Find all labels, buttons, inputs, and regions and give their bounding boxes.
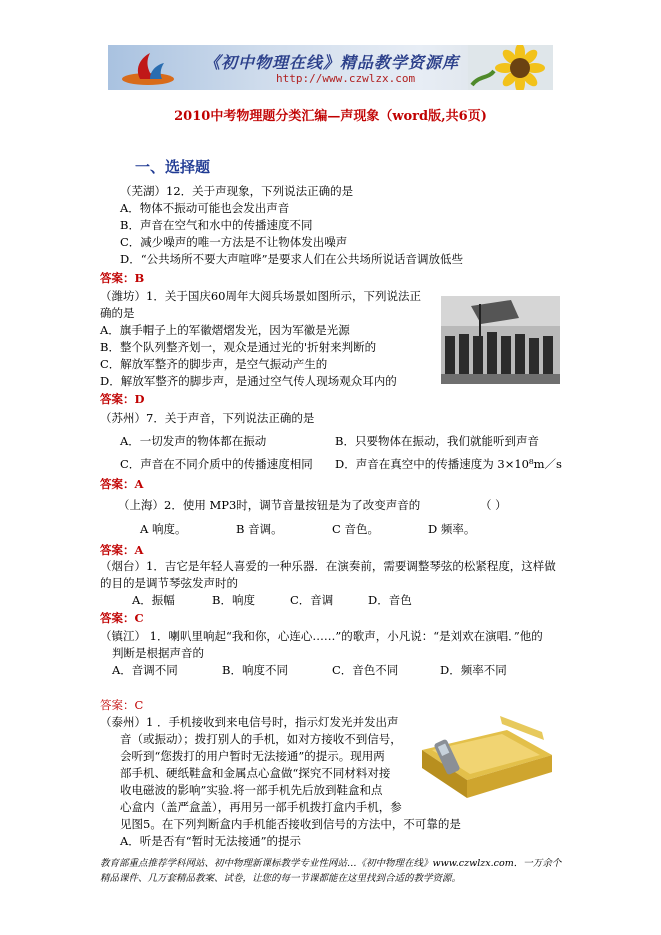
question-option: C．解放军整齐的脚步声，是空气振动产生的 <box>100 357 328 371</box>
banner-title: 《初中物理在线》精品教学资源库 <box>204 53 460 72</box>
question-stem: 收电磁波的影响”实验.将一部手机先后放到鞋盒和点 <box>120 783 383 797</box>
question-stem: （芜湖）12．关于声现象，下列说法正确的是 <box>120 184 354 198</box>
question-stem: （镇江） 1．喇叭里响起“我和你，心连心……”的歌声，小凡说：“是刘欢在演唱．”他的 <box>100 629 543 643</box>
sunflower-icon <box>468 45 553 90</box>
question-option: A．音调不同 <box>112 663 178 677</box>
question-option: D．解放军整齐的脚步声，是通过空气传人现场观众耳内的 <box>100 374 397 388</box>
military-parade-photo <box>441 296 560 384</box>
question-option: C．减少噪声的唯一方法是不让物体发出噪声 <box>120 235 348 249</box>
question-option: A．听是否有“暂时无法接通”的提示 <box>120 834 302 848</box>
question-option: C 音色。 <box>332 522 379 536</box>
answer-blank: （ ） <box>480 498 507 512</box>
question-stem: 心盒内（盖严盒盖），再用另一部手机拨打盒内手机，参 <box>120 800 402 814</box>
question-stem: （上海）2．使用 MP3时，调节音量按钮是为了改变声音的 <box>118 498 421 512</box>
question-option: B．响度不同 <box>222 663 288 677</box>
question-option: D．“公共场所不要大声喧哗”是要求人们在公共场所说话音调放低些 <box>120 252 463 266</box>
header-banner <box>108 45 553 90</box>
question-stem: 会听到“您拨打的用户暂时无法接通”的提示。现用两 <box>120 749 385 763</box>
question-option: A．一切发声的物体都在振动 <box>120 434 267 448</box>
question-stem: （烟台）1．吉它是年轻人喜爱的一种乐器．在演奏前，需要调整琴弦的松紧程度，这样做 <box>100 559 556 573</box>
question-option: A．物体不振动可能也会发出声音 <box>120 201 290 215</box>
question-option: A．旗手帽子上的军徽熠熠发光，因为军徽是光源 <box>100 323 350 337</box>
question-stem: 音（或振动）；拨打别人的手机，如对方接收不到信号， <box>120 732 402 746</box>
question-stem: （苏州）7．关于声音，下列说法正确的是 <box>100 411 315 425</box>
question-option: D．频率不同 <box>440 663 507 677</box>
question-option: B．整个队列整齐划一，观众是通过光的'折射来判断的 <box>100 340 377 354</box>
question-stem: 的目的是调节琴弦发声时的 <box>100 576 238 590</box>
document-title: 2010中考物理题分类汇编—声现象（word版,共6页) <box>174 109 487 124</box>
question-stem: 确的是 <box>100 306 135 320</box>
question-option: C．音色不同 <box>332 663 399 677</box>
site-logo-icon <box>120 49 176 87</box>
question-option: D．音色 <box>368 593 412 607</box>
page-footer: 教育部重点推荐学科网站、初中物理新课标教学专业性网站…《初中物理在线》www.czwlzx.com．一万余个精品课件、几万套精品教案、试卷，让您的每一节课都能在这里找到合适的教学资源。 <box>100 858 562 884</box>
gold-box-with-phone-photo <box>412 710 557 803</box>
answer-label: 答案：A <box>100 477 144 491</box>
question-option: C．音调 <box>290 593 334 607</box>
question-stem: （潍坊）1．关于国庆60周年大阅兵场景如图所示，下列说法正 <box>100 289 421 303</box>
question-option: B．只要物体在振动，我们就能听到声音 <box>335 434 539 448</box>
question-stem: （泰州）1 ．手机接收到来电信号时，指示灯发光并发出声 <box>100 715 399 729</box>
question-option: C．声音在不同介质中的传播速度相同 <box>120 457 313 471</box>
question-option: A．振幅 <box>132 593 175 607</box>
answer-label: 答案：C <box>100 611 144 625</box>
answer-label: 答案：B <box>100 271 145 285</box>
question-option: D 频率。 <box>428 522 476 536</box>
question-option: D．声音在真空中的传播速度为 3×10⁸m／s <box>335 457 562 471</box>
banner-url[interactable]: http://www.czwlzx.com <box>276 72 416 85</box>
question-stem: 见图5。在下列判断盒内手机能否接收到信号的方法中，不可靠的是 <box>120 817 461 831</box>
question-option: B．响度 <box>212 593 255 607</box>
answer-label: 答案：C <box>100 698 144 712</box>
question-option: A 响度。 <box>140 522 187 536</box>
answer-label: 答案：A <box>100 543 144 557</box>
question-option: B．声音在空气和水中的传播速度不同 <box>120 218 313 232</box>
question-stem: 部手机、硬纸鞋盒和金属点心盒做“探究不同材料对接 <box>120 766 391 780</box>
question-option: B 音调。 <box>236 522 283 536</box>
question-stem: 判断是根据声音的 <box>112 646 204 660</box>
section-heading: 一、选择题 <box>135 158 211 176</box>
answer-label: 答案：D <box>100 392 145 406</box>
